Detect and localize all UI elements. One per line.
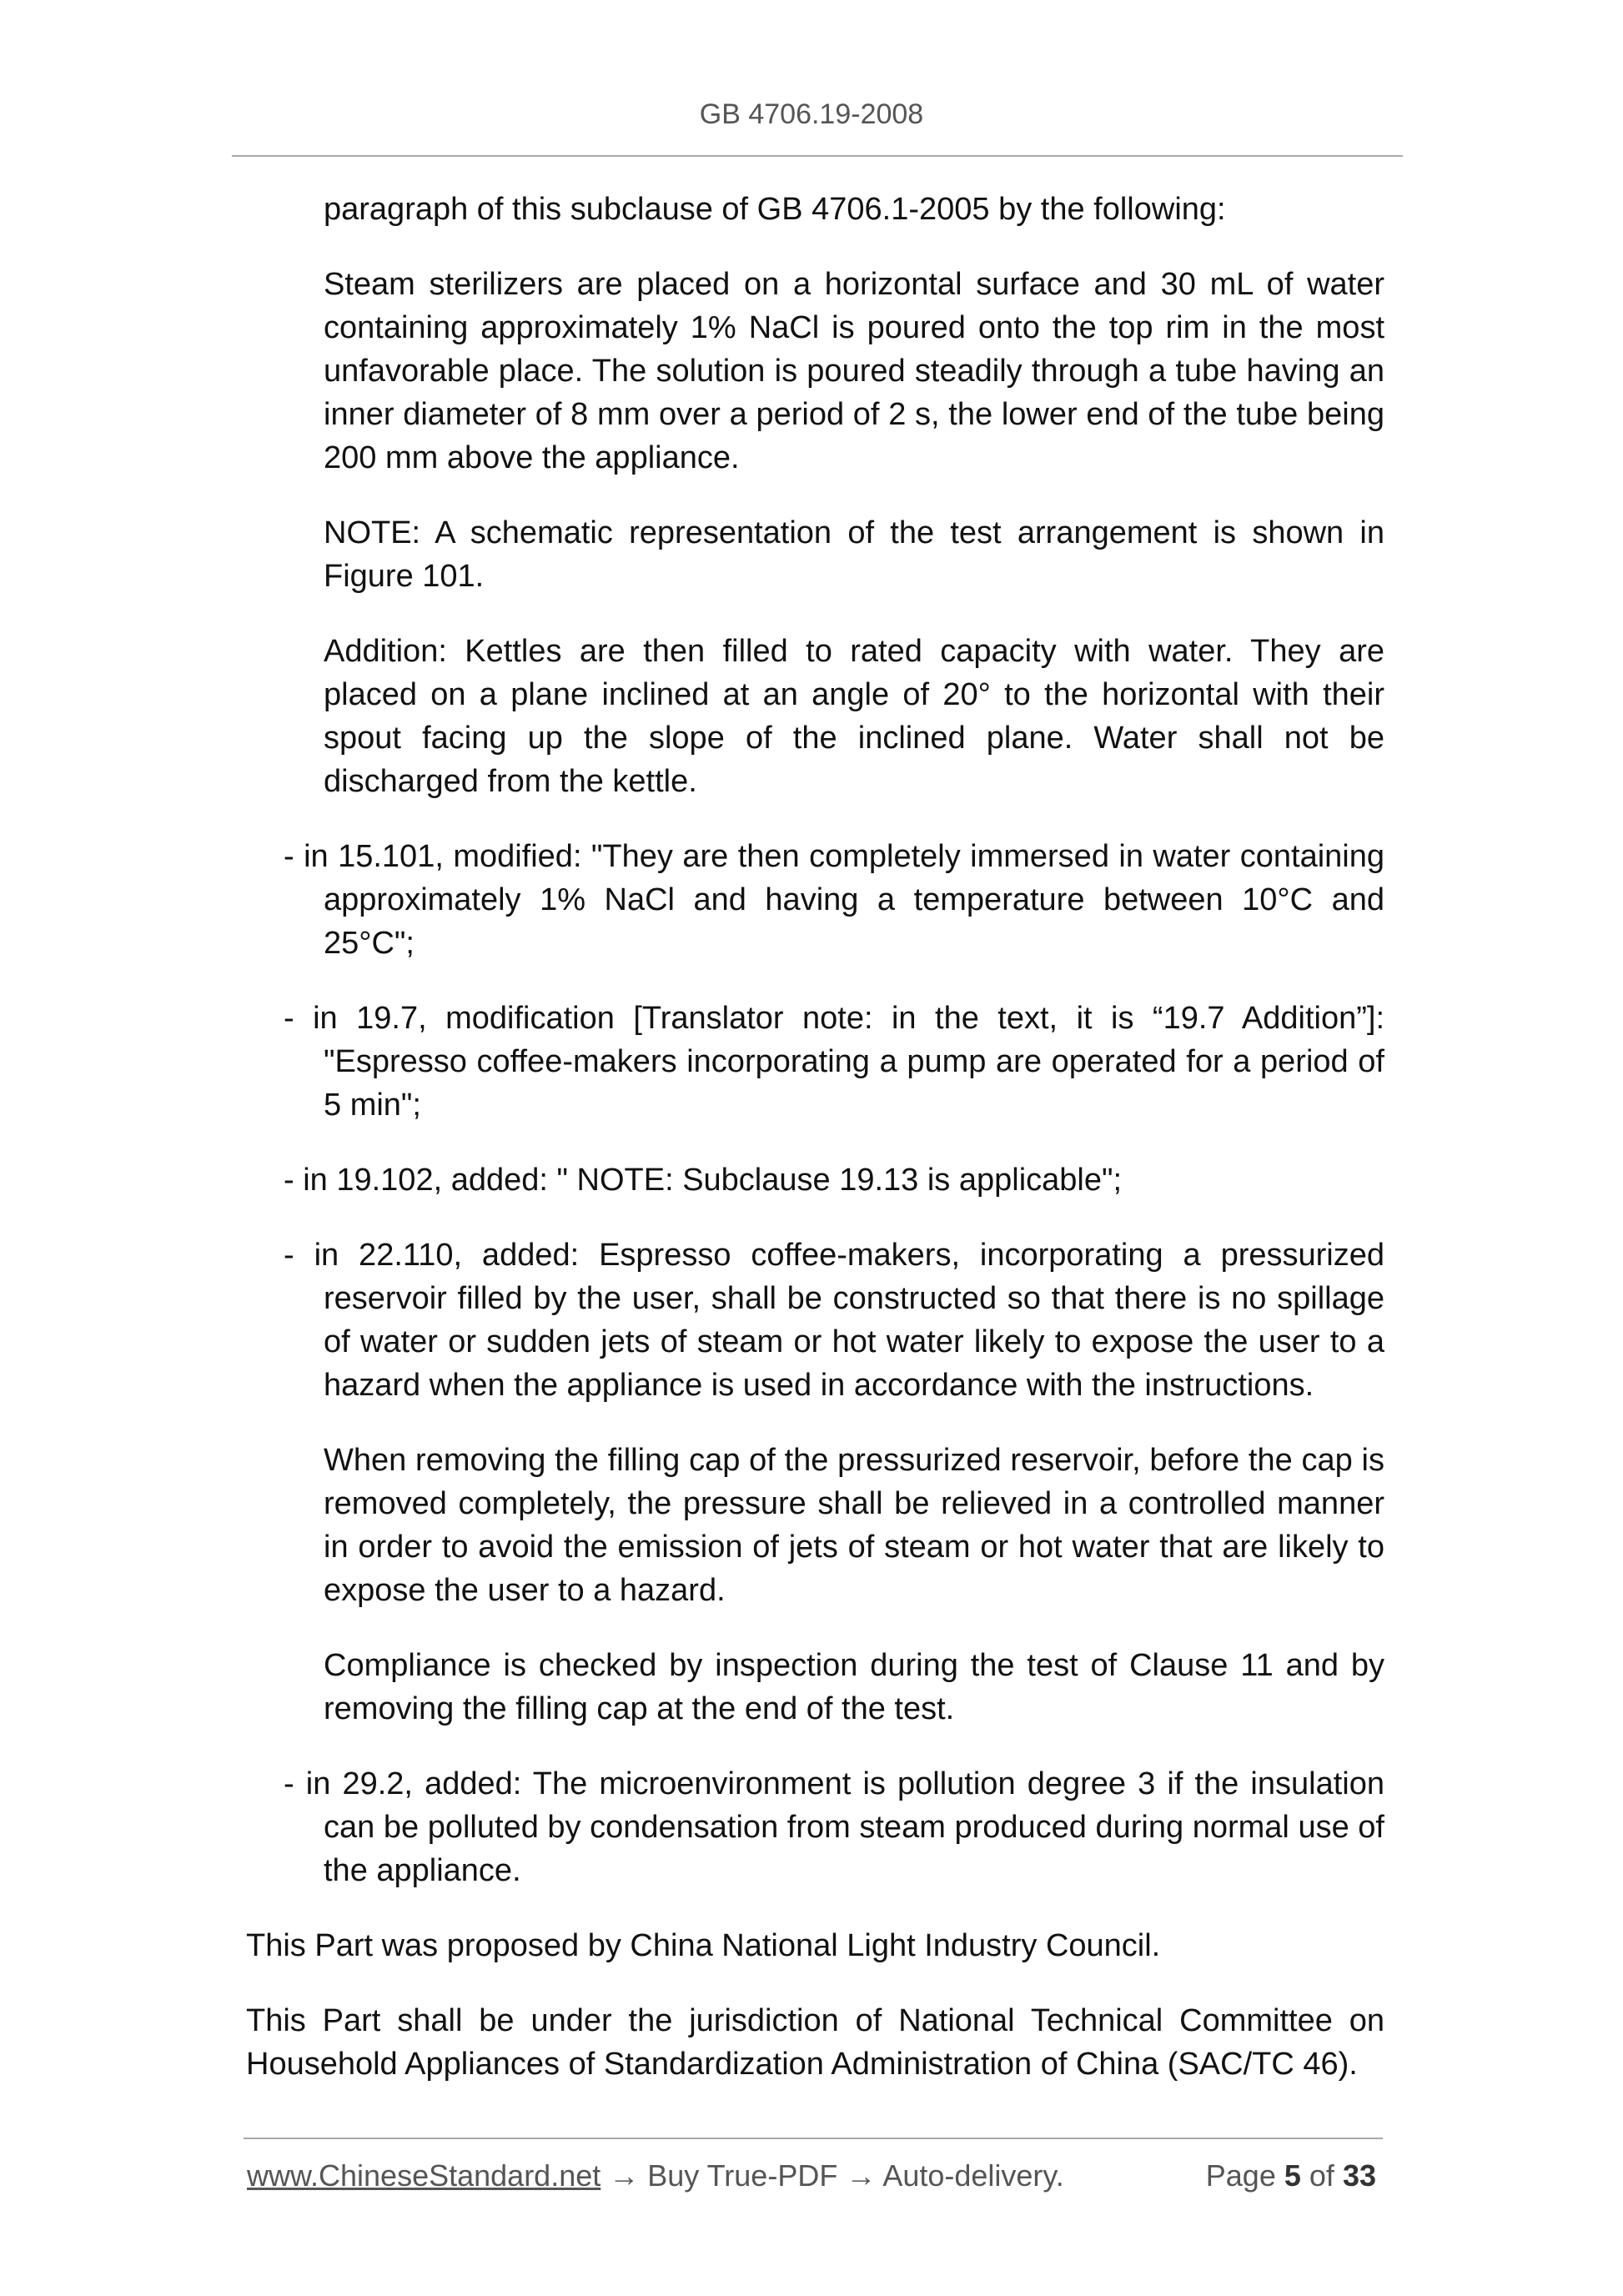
paragraph-note-figure: NOTE: A schematic representation of the test arrangement is shown in Figure 101. (324, 515, 1384, 594)
of-label: of (1309, 2158, 1334, 2193)
list-item-29-2: - in 29.2, added: The microenvironment is pollution degree 3 if the insulation can be polluted by condensation from steam produced during normal use of the appliance. (284, 1766, 1384, 1888)
page-indicator (1206, 2158, 1376, 2193)
list-item-19-7: - in 19.7, modification [Translator note: in the text, it is “19.7 Addition”]: "Espresso coffee-makers incorporating a pump are operated for a period of 5 min"; (284, 1001, 1384, 1123)
document-header-title: GB 4706.19-2008 (699, 98, 924, 130)
paragraph-compliance: Compliance is checked by inspection during the test of Clause 11 and by removing the filling cap at the end of the test. (324, 1648, 1384, 1726)
header-divider (232, 155, 1403, 157)
paragraph-addition-kettles: Addition: Kettles are then filled to rated capacity with water. They are placed on a plane inclined at an angle of 20° to the horizontal with their spout facing up the slope of the inclined plane. Water shall not be discharged from the kettle. (324, 634, 1384, 799)
footer-left (247, 2158, 1064, 2193)
page-label: Page (1205, 2158, 1276, 2193)
paragraph-filling-cap: When removing the filling cap of the pressurized reservoir, before the cap is removed completely, the pressure shall be relieved in a controlled manner in order to avoid the emission of jets of steam or hot water that are likely to expose the user to a hazard. (324, 1443, 1384, 1608)
footer-tagline: → Buy True-PDF → Auto-delivery. (600, 2158, 1064, 2193)
current-page-number: 5 (1284, 2158, 1301, 2193)
footer-divider (244, 2138, 1383, 2139)
list-item-22-110: - in 22.110, added: Espresso coffee-makers, incorporating a pressurized reservoir filled by the user, shall be constructed so that there is no spillage of water or sudden jets of steam or hot water likely to expose the user to a hazard when the appliance is used in accordance with the instructions. (284, 1238, 1384, 1403)
paragraph-proposed-by: This Part was proposed by China National Light Industry Council. (246, 1928, 1161, 1963)
list-item-15-101: - in 15.101, modified: "They are then completely immersed in water containing approximately 1% NaCl and having a temperature between 10°C and 25°C"; (284, 839, 1384, 961)
total-pages-number: 33 (1342, 2158, 1376, 2193)
list-item-19-102: - in 19.102, added: " NOTE: Subclause 19.13 is applicable"; (284, 1163, 1123, 1198)
document-body (246, 188, 1384, 2118)
paragraph-jurisdiction: This Part shall be under the jurisdiction of National Technical Committee on Household Appliances of Standardization Administration of China (SAC/TC 46). (246, 2003, 1384, 2082)
website-link[interactable]: www.ChineseStandard.net (247, 2158, 601, 2193)
paragraph-intro: paragraph of this subclause of GB 4706.1-2005 by the following: (324, 192, 1226, 227)
paragraph-steam-sterilizers: Steam sterilizers are placed on a horizontal surface and 30 mL of water containing approximately 1% NaCl is poured onto the top rim in the most unfavorable place. The solution is poured steadily through a tube having an inner diameter of 8 mm over a period of 2 s, the lower end of the tube being 200 mm above the appliance. (324, 267, 1384, 475)
